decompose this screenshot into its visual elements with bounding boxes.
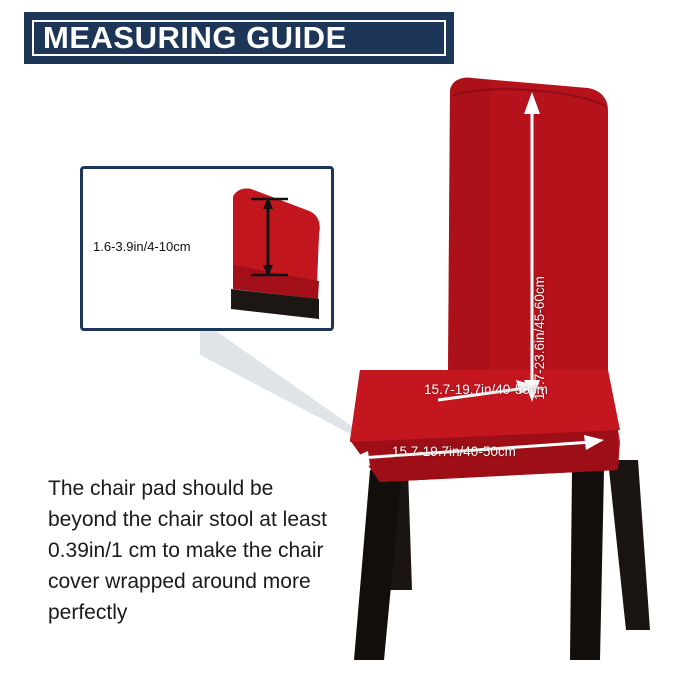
measurement-label-seat-depth: 15.7-19.7in/40-50cm — [424, 382, 548, 397]
chair-back-detail-inset — [80, 166, 334, 331]
chair-seat-top — [350, 370, 620, 442]
page-title: MEASURING GUIDE — [43, 20, 347, 55]
measurement-label-seat-width: 15.7-19.7in/40-50cm — [392, 444, 516, 459]
chair-leg-front-right — [570, 470, 604, 660]
header-banner — [24, 12, 454, 64]
chair-illustration — [320, 70, 679, 670]
chair-leg-back-right — [608, 460, 650, 630]
detail-measurement-label: 1.6-3.9in/4-10cm — [93, 239, 191, 254]
measurement-label-back-height: 17.7-23.6in/45-60cm — [532, 276, 547, 400]
instruction-text: The chair pad should be beyond the chair stool at least 0.39in/1 cm to make the chair cover wrapped around more perfectly — [48, 477, 328, 624]
detail-cover-front — [233, 188, 320, 281]
seat-width-arrow-left — [348, 451, 370, 466]
chair-back-shading — [448, 78, 490, 370]
